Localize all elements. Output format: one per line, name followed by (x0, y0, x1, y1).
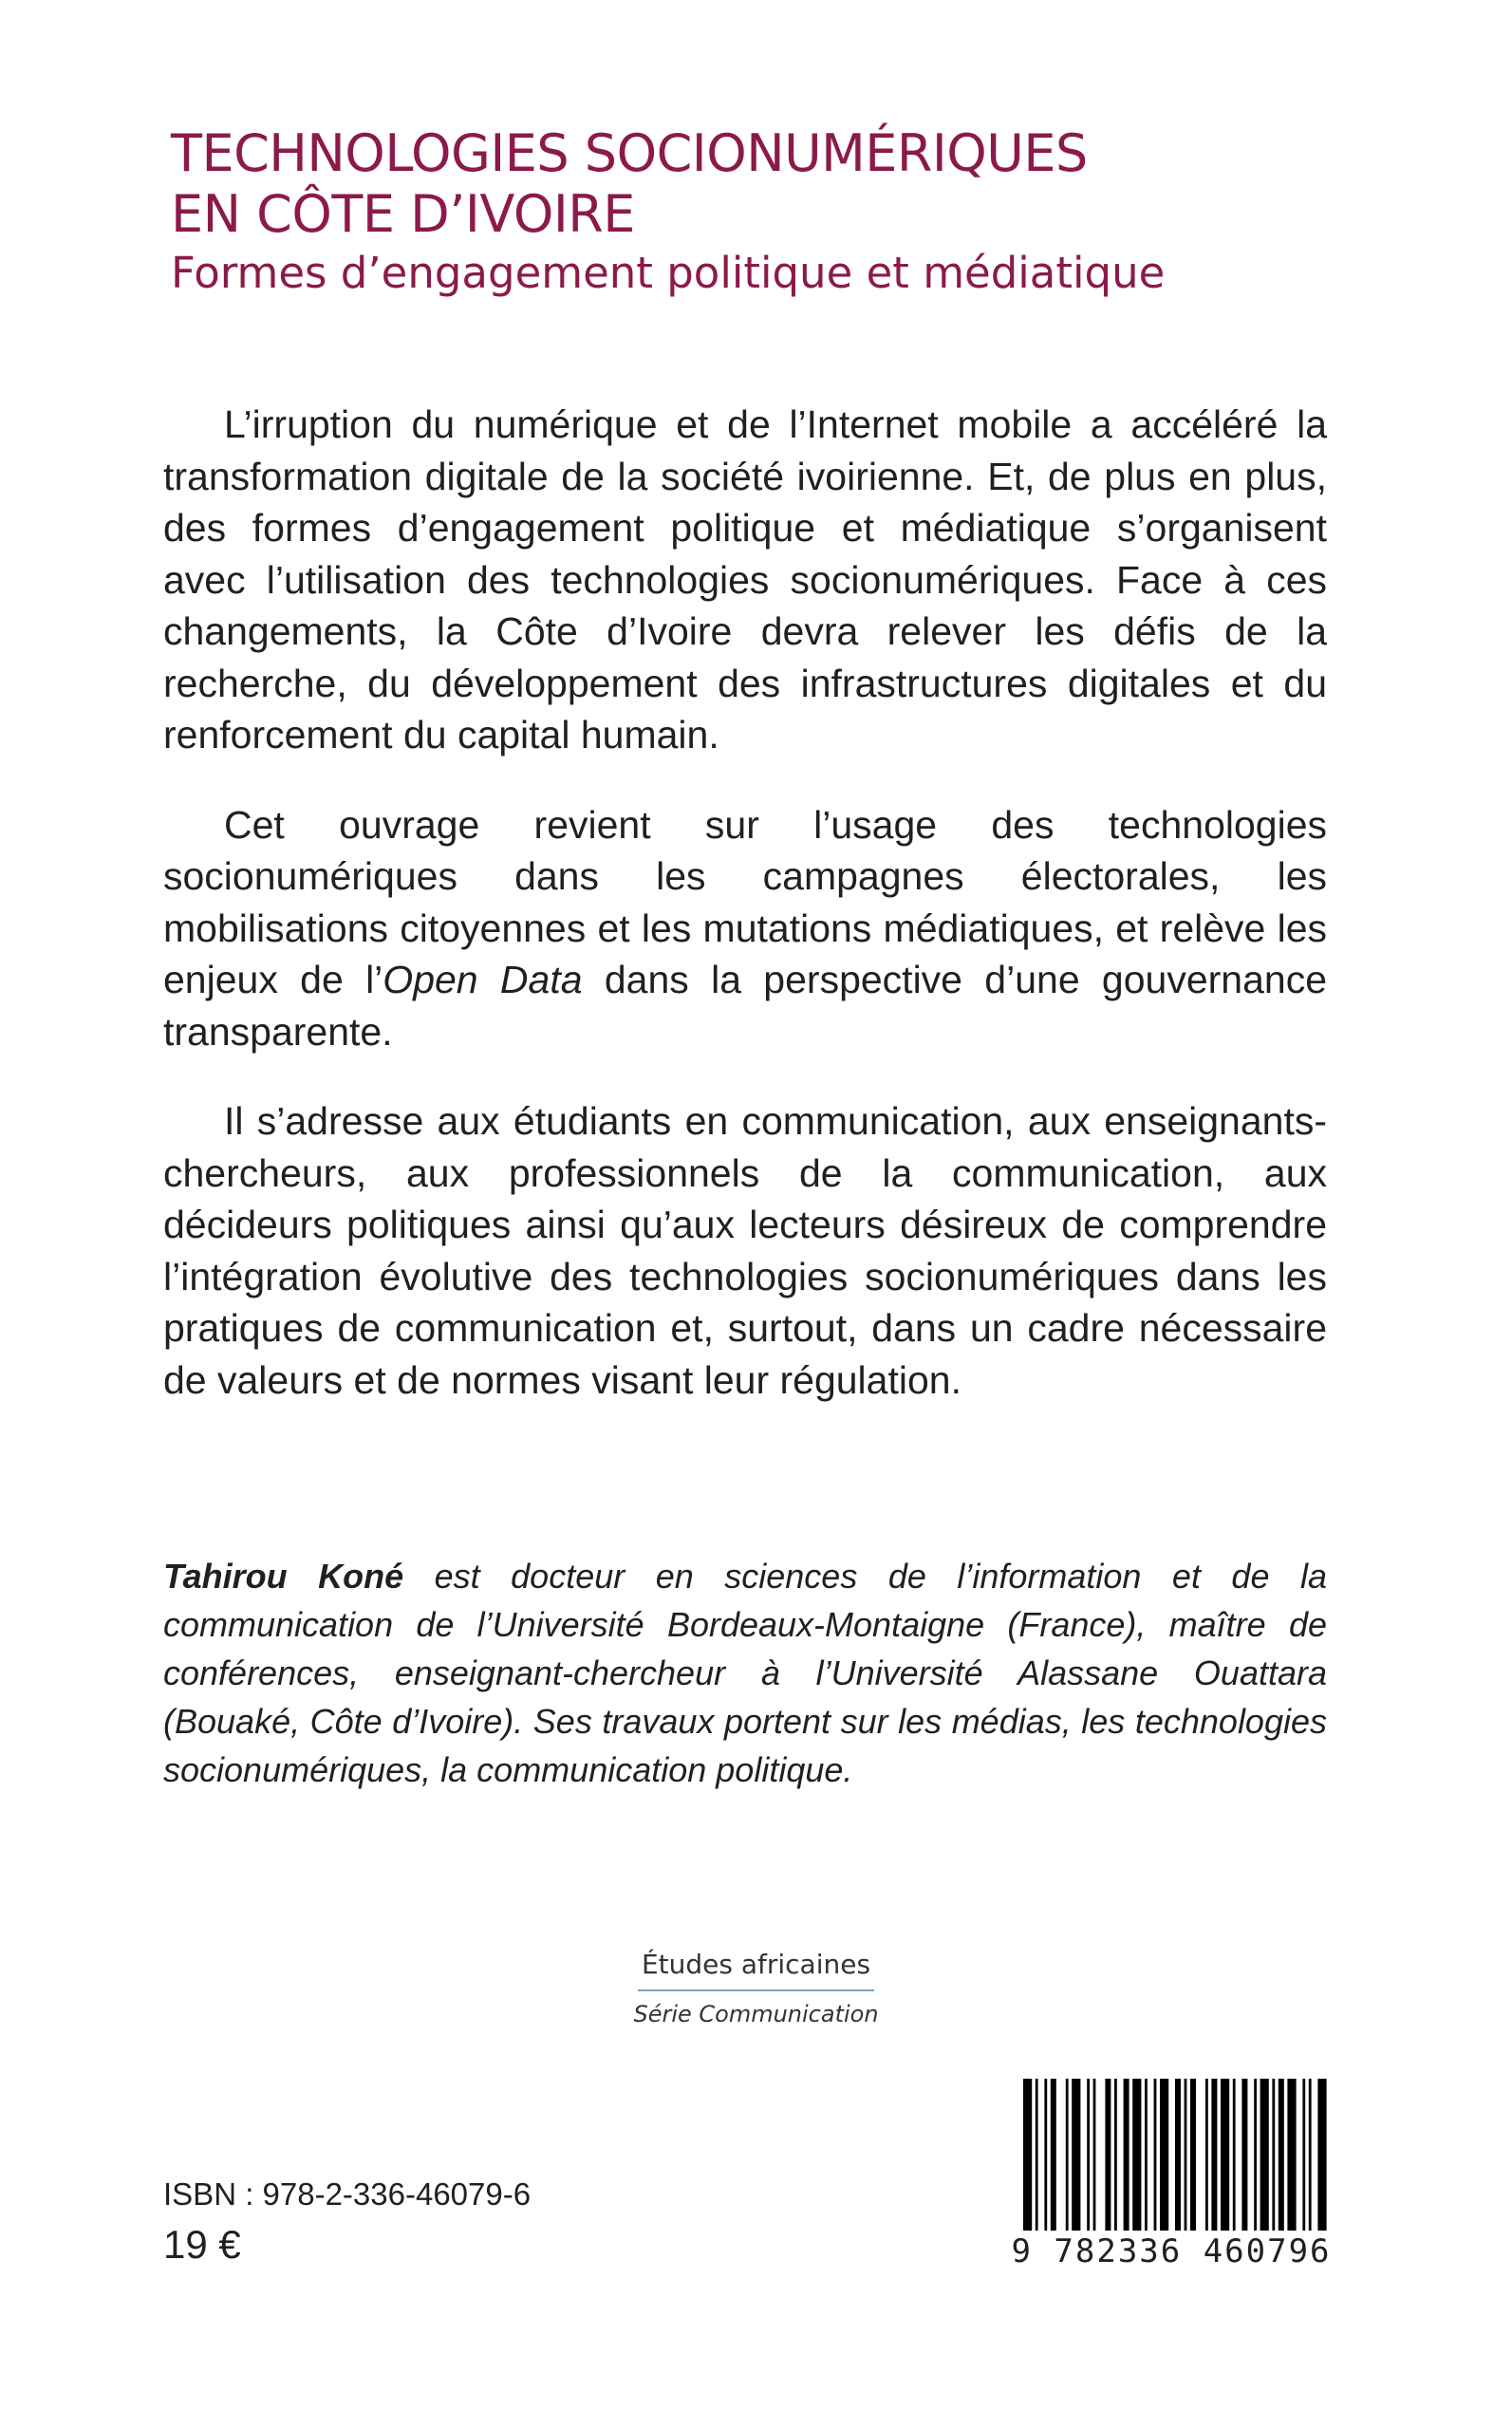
barcode-bar (1114, 2079, 1117, 2240)
barcode (1010, 2079, 1333, 2278)
isbn: ISBN : 978-2-336-46079-6 (163, 2176, 532, 2212)
author-name: Tahirou Koné (163, 1557, 404, 1596)
blurb-paragraph-2-end: dans la perspective d’une gouvernance transparente. (163, 958, 1328, 1054)
barcode-bar (1023, 2079, 1032, 2240)
barcode-bar (1124, 2079, 1129, 2240)
barcode-bar (1302, 2079, 1305, 2240)
barcode-bar (1066, 2079, 1069, 2240)
barcode-bar (1279, 2079, 1284, 2240)
barcode-bar (1105, 2079, 1111, 2240)
barcode-bar (1221, 2079, 1229, 2240)
series-name: Études africaines (638, 1946, 874, 1991)
barcode-bar (1254, 2079, 1257, 2240)
barcode-bar (1093, 2079, 1096, 2240)
barcode-bar (1272, 2079, 1275, 2240)
blurb-paragraph-1: L’irruption du numérique et de l’Internet mobile a accéléré la transformation digitale de la société ivoirienne. Et, de plus en plus, des formes d’engagement politique et médiatique s’organisent avec l’utilisation des technologies socionumériques. Face à ces changements, la Côte d’Ivoire devra relever les défis de la recherche, du développement des infrastructures digitales et du renforcement du capital humain. (163, 402, 1327, 756)
barcode-bar (1132, 2079, 1141, 2240)
barcode-bar (1241, 2079, 1247, 2240)
barcode-bar (1309, 2079, 1312, 2240)
barcode-bar (1260, 2079, 1269, 2240)
author-bio (163, 1552, 1327, 1794)
series-subtitle: Série Communication (633, 2001, 879, 2027)
barcode-bar (1185, 2079, 1187, 2240)
blurb-paragraph-2-start: Cet ouvrage revient sur l’usage des technologies socionumériques dans les campagnes électorales, les mobilisations citoyennes et les mutations médiatiques, et relève les enjeux de l’ (163, 802, 1327, 1001)
book-title-line-1: TECHNOLOGIES SOCIONUMÉRIQUES (171, 123, 1088, 183)
series-info (0, 1946, 1512, 2033)
blurb-paragraph-3: Il s’adresse aux étudiants en communication, aux enseignants-chercheurs, aux professionnels de la communication, aux décideurs politiques ainsi qu’aux lecteurs désireux de comprendre l’intégration évolutive des technologies socionumériques dans les pratiques de communication et, surtout, dans un cadre nécessaire de valeurs et de normes visant leur régulation. (163, 1099, 1327, 1402)
barcode-bar (1175, 2079, 1181, 2240)
barcode-bar (1317, 2079, 1326, 2240)
barcode-bar (1145, 2079, 1148, 2240)
barcode-bar (1036, 2079, 1038, 2240)
barcode-bar (1287, 2079, 1296, 2240)
book-subtitle: Formes d’engagement politique et médiatique (171, 248, 1166, 298)
barcode-bar (1044, 2079, 1047, 2240)
open-data-term: Open Data (383, 958, 583, 1001)
title-block (171, 123, 1348, 302)
barcode-bar (1233, 2079, 1236, 2240)
barcode-bar (1154, 2079, 1157, 2240)
price: 19 € (163, 2222, 241, 2267)
barcode-bar (1087, 2079, 1090, 2240)
barcode-number: 9 782336 460796 (1011, 2232, 1332, 2270)
barcode-bar (1072, 2079, 1080, 2240)
blurb (163, 399, 1327, 1444)
barcode-bar (1051, 2079, 1056, 2240)
barcode-bar (1190, 2079, 1196, 2240)
barcode-bar (1205, 2079, 1208, 2240)
book-title-line-2: EN CÔTE D’IVOIRE (171, 184, 635, 244)
barcode-bars (1010, 2079, 1333, 2240)
blurb-paragraph-2 (163, 799, 1327, 1058)
barcode-bar (1160, 2079, 1168, 2240)
barcode-bar (1211, 2079, 1217, 2240)
author-bio-text: est docteur en sciences de l’information et de la communication de l’Université Bordeaux-Montaigne (France), maître de conférences, enseignant-chercheur à l’Université Alassane Ouattara (Bouaké, Côte d’Ivoire). Ses travaux portent sur les médias, les technologies socionumériques, la communication politique. (163, 1557, 1327, 1789)
